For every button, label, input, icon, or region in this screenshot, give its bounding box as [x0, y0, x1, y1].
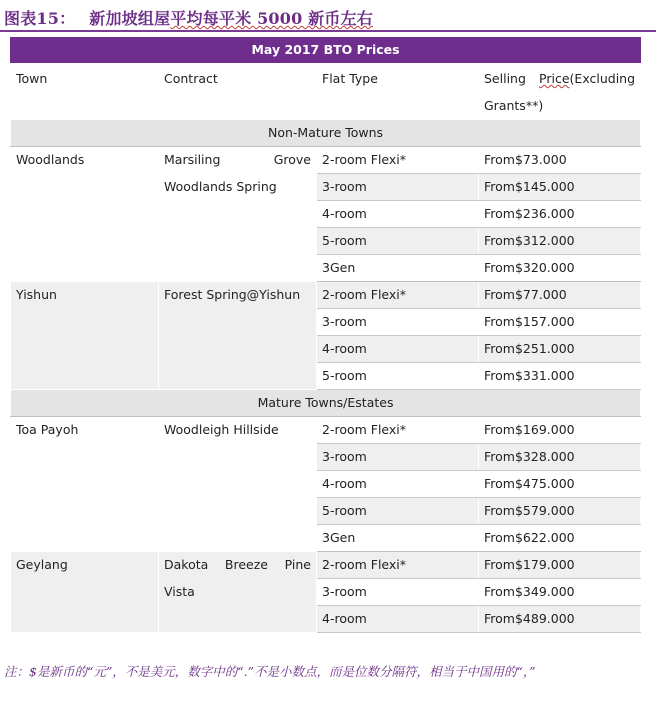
flat-type-cell: 4-room — [317, 201, 479, 228]
contract-cell — [159, 552, 317, 633]
flat-type-cell: 5-room — [317, 228, 479, 255]
price-cell: From$157.000 — [479, 309, 641, 336]
table-header: May 2017 BTO Prices — [11, 38, 641, 63]
flat-type-cell: 4-room — [317, 606, 479, 633]
flat-type-cell: 2-room Flexi* — [317, 147, 479, 174]
contract-word: Pine — [284, 557, 311, 572]
price-cell: From$251.000 — [479, 336, 641, 363]
flat-type-cell: 3-room — [317, 309, 479, 336]
price-cell: From$145.000 — [479, 174, 641, 201]
price-cell: From$328.000 — [479, 444, 641, 471]
price-cell: From$77.000 — [479, 282, 641, 309]
price-cell: From$622.000 — [479, 525, 641, 552]
flat-type-cell: 4-room — [317, 471, 479, 498]
price-cell: From$331.000 — [479, 363, 641, 390]
col-price — [479, 63, 641, 120]
price-cell: From$475.000 — [479, 471, 641, 498]
price-cell: From$579.000 — [479, 498, 641, 525]
town-cell: Woodlands — [11, 147, 159, 282]
table-row — [11, 282, 641, 309]
flat-type-cell: 2-room Flexi* — [317, 552, 479, 579]
flat-type-cell: 5-room — [317, 363, 479, 390]
section-title: Non-Mature Towns — [11, 120, 641, 147]
table-row — [11, 417, 641, 444]
price-cell: From$169.000 — [479, 417, 641, 444]
contract-cell — [159, 147, 317, 282]
flat-type-cell: 3-room — [317, 579, 479, 606]
town-cell: Geylang — [11, 552, 159, 633]
table-row — [11, 552, 641, 579]
col-price-word-2: Price(Excluding — [539, 71, 636, 86]
price-cell: From$489.000 — [479, 606, 641, 633]
flat-type-cell: 4-room — [317, 336, 479, 363]
town-cell: Toa Payoh — [11, 417, 159, 552]
price-cell: From$349.000 — [479, 579, 641, 606]
contract-line-2: Vista — [164, 584, 195, 599]
price-cell: From$73.000 — [479, 147, 641, 174]
price-cell: From$312.000 — [479, 228, 641, 255]
bto-price-table — [10, 37, 641, 633]
figure-title — [4, 6, 373, 30]
figure-label: 图表15： — [4, 9, 76, 28]
flat-type-cell: 2-room Flexi* — [317, 417, 479, 444]
contract-word: Grove — [273, 152, 311, 167]
flat-type-cell: 3-room — [317, 174, 479, 201]
flat-type-cell: 3Gen — [317, 525, 479, 552]
col-contract: Contract — [159, 63, 317, 120]
contract-word: Marsiling — [164, 152, 221, 167]
table-header-row — [11, 38, 641, 63]
flat-type-cell: 2-room Flexi* — [317, 282, 479, 309]
col-flat-type: Flat Type — [317, 63, 479, 120]
contract-word: Breeze — [224, 557, 268, 572]
figure-title-text — [89, 9, 373, 28]
figure-title-part-b: 平均每平米 5000 新币左右 — [170, 9, 373, 28]
col-price-line-2: Grants**) — [484, 98, 544, 113]
figure-title-part-a: 新加坡组屋 — [89, 9, 171, 28]
town-cell: Yishun — [11, 282, 159, 390]
contract-cell: Woodleigh Hillside — [159, 417, 317, 552]
col-town: Town — [11, 63, 159, 120]
section-title: Mature Towns/Estates — [11, 390, 641, 417]
footnote: 注：$是新币的“元”，不是美元，数字中的“.”不是小数点，而是位数分隔符，相当于中国用的“，” — [4, 664, 536, 679]
col-price-word-1: Selling — [484, 71, 526, 86]
contract-word: Dakota — [164, 557, 209, 572]
flat-type-cell: 5-room — [317, 498, 479, 525]
price-cell: From$236.000 — [479, 201, 641, 228]
contract-cell: Forest Spring@Yishun — [159, 282, 317, 390]
column-header-row — [11, 63, 641, 120]
title-rule — [0, 30, 656, 32]
flat-type-cell: 3Gen — [317, 255, 479, 282]
section-row — [11, 390, 641, 417]
table-row — [11, 147, 641, 174]
price-cell: From$179.000 — [479, 552, 641, 579]
section-row — [11, 120, 641, 147]
flat-type-cell: 3-room — [317, 444, 479, 471]
contract-line-2: Woodlands Spring — [164, 179, 277, 194]
price-cell: From$320.000 — [479, 255, 641, 282]
